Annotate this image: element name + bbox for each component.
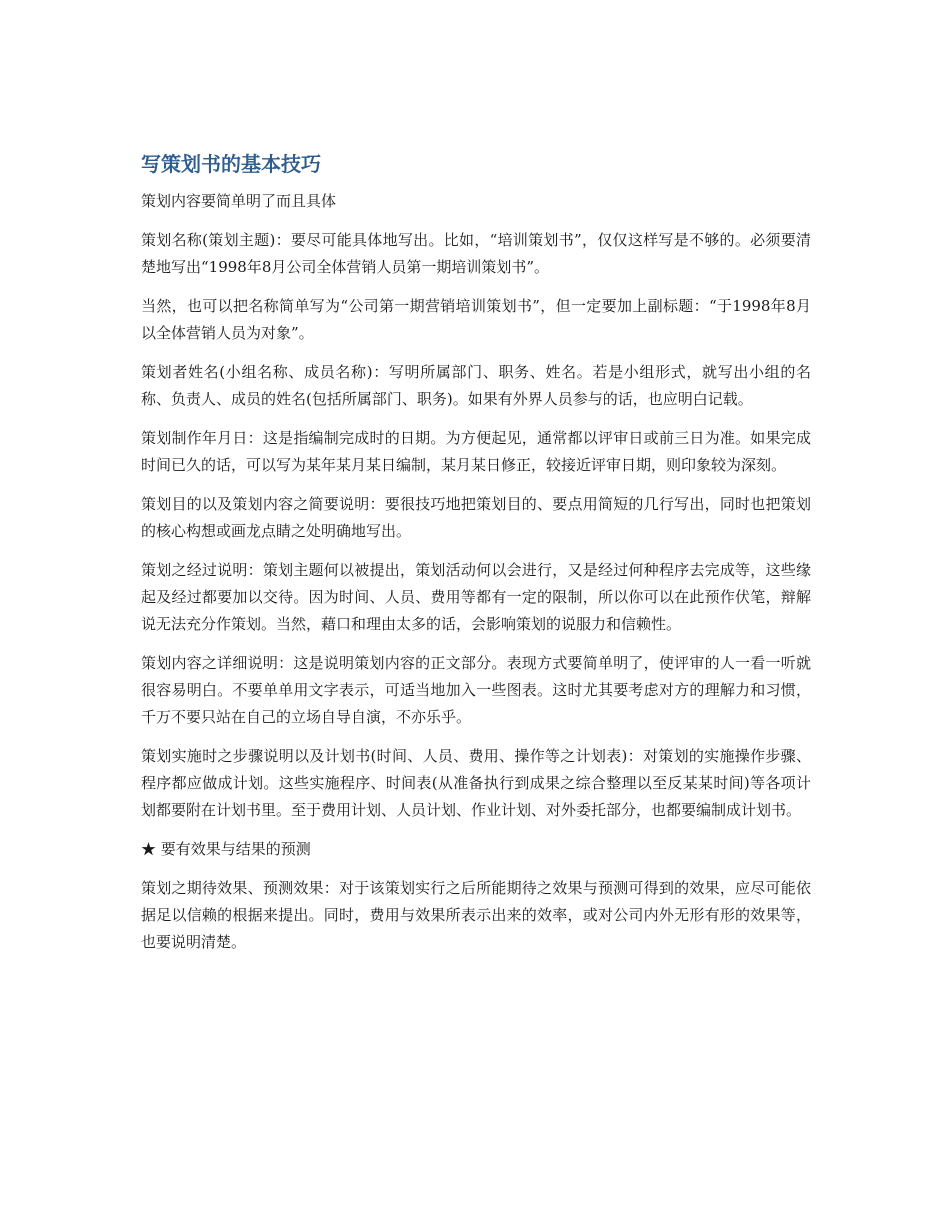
- paragraph-planner-name: 策划者姓名(小组名称、成员名称)：写明所属部门、职务、姓名。若是小组形式，就写出小组的名称、负责人、成员的姓名(包括所属部门、职务)。如果有外界人员参与的话，也应明白记载。: [141, 363, 811, 408]
- section-heading-effects: ★ 要有效果与结果的预测: [141, 840, 311, 858]
- paragraph-plan-background: 策划之经过说明：策划主题何以被提出，策划活动何以会进行，又是经过何种程序去完成等，这些缘起及经过都要加以交待。因为时间、人员、费用等都有一定的限制，所以你可以在此预作伏笔，辩解说无法充分作策划。当然，藉口和理由太多的话，会影响策划的说服力和信赖性。: [141, 561, 811, 633]
- document-page: [141, 150, 811, 968]
- paragraph-plan-name: 策划名称(策划主题)：要尽可能具体地写出。比如，“培训策划书”，仅仅这样写是不够的。必须要清楚地写出“1998年8月公司全体营销人员第一期培训策划书”。: [141, 231, 811, 276]
- paragraph-plan-steps: 策划实施时之步骤说明以及计划书(时间、人员、费用、操作等之计划表)：对策划的实施操作步骤、程序都应做成计划。这些实施程序、时间表(从准备执行到成果之综合整理以至反某某时间)等各项计划都要附在计划书里。至于费用计划、人员计划、作业计划、对外委托部分，也都要编制成计划书。: [141, 747, 811, 819]
- document-title: 写策划书的基本技巧: [141, 152, 321, 176]
- document-subtitle: 策划内容要简单明了而且具体: [141, 192, 337, 210]
- paragraph-expected-effects: 策划之期待效果、预测效果：对于该策划实行之后所能期待之效果与预测可得到的效果，应尽可能依据足以信赖的根据来提出。同时，费用与效果所表示出来的效率，或对公司内外无形有形的效果等，也要说明清楚。: [141, 879, 811, 951]
- paragraph-plan-name-subtitle: 当然，也可以把名称简单写为“公司第一期营销培训策划书”，但一定要加上副标题：“于1998年8月以全体营销人员为对象”。: [141, 297, 811, 342]
- paragraph-plan-date: 策划制作年月日：这是指编制完成时的日期。为方便起见，通常都以评审日或前三日为准。如果完成时间已久的话，可以写为某年某月某日编制，某月某日修正，较接近评审日期，则印象较为深刻。: [141, 429, 811, 474]
- paragraph-plan-details: 策划内容之详细说明：这是说明策划内容的正文部分。表现方式要简单明了，使评审的人一看一听就很容易明白。不要单单用文字表示，可适当地加入一些图表。这时尤其要考虑对方的理解力和习惯，千万不要只站在自己的立场自导自演，不亦乐乎。: [141, 654, 811, 726]
- paragraph-plan-purpose: 策划目的以及策划内容之简要说明：要很技巧地把策划目的、要点用简短的几行写出，同时也把策划的核心构想或画龙点睛之处明确地写出。: [141, 495, 811, 540]
